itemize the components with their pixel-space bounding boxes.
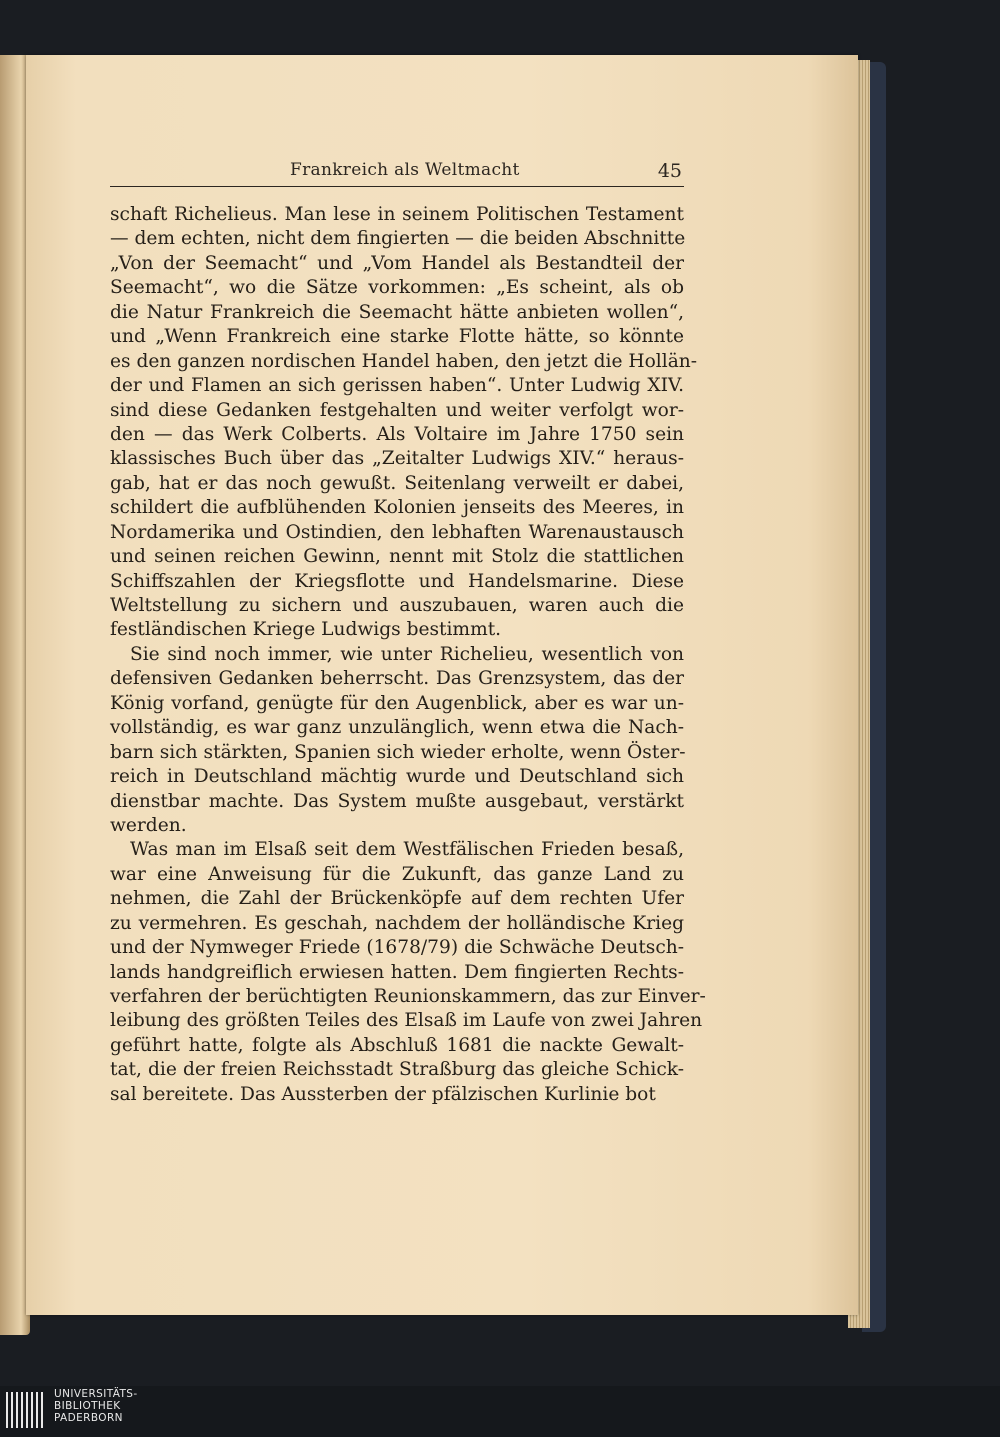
library-logo-icon	[4, 1388, 48, 1432]
page-number: 45	[657, 160, 682, 182]
text-line: gab, hat er das noch gewußt. Seitenlang verweilt er dabei,	[110, 472, 684, 494]
text-line: defensiven Gedanken beherrscht. Das Grenzsystem, das der	[110, 668, 684, 690]
text-line: der und Flamen an sich gerissen haben“. Unter Ludwig XIV.	[110, 375, 684, 397]
text-line: „Von der Seemacht“ und „Vom Handel als Bestandteil der	[110, 252, 684, 274]
text-line: schaft Richelieus. Man lese in seinem Politischen Testament	[110, 204, 684, 225]
text-line: die Natur Frankreich die Seemacht hätte anbieten wollen“,	[110, 301, 684, 323]
text-line: reich in Deutschland mächtig wurde und Deutschland sich	[110, 766, 684, 788]
text-line: Seemacht“, wo die Sätze vorkommen: „Es scheint, als ob	[110, 277, 684, 299]
running-head	[110, 158, 684, 187]
library-name-line: BIBLIOTHEK	[54, 1400, 121, 1412]
text-line: war eine Anweisung für die Zukunft, das ganze Land zu	[110, 863, 684, 885]
text-line: tat, die der freien Reichsstadt Straßburg das gleiche Schick-	[110, 1059, 684, 1081]
text-line: Schiffszahlen der Kriegsflotte und Handelsmarine. Diese	[110, 570, 684, 592]
text-line: werden.	[110, 814, 187, 836]
text-line: klassisches Buch über das „Zeitalter Ludwigs XIV.“ heraus-	[110, 448, 684, 470]
text-line: geführt hatte, folgte als Abschluß 1681 die nackte Gewalt-	[110, 1034, 684, 1056]
library-footer	[0, 1386, 1000, 1437]
text-line: schildert die aufblühenden Kolonien jenseits des Meeres, in	[110, 497, 684, 519]
text-line: Sie sind noch immer, wie unter Richelieu, wesentlich von	[130, 643, 684, 665]
text-line: zu vermehren. Es geschah, nachdem der holländische Krieg	[110, 912, 684, 934]
text-line: leibung des größten Teiles des Elsaß im Laufe von zwei Jahren	[110, 1010, 703, 1032]
text-line: und seinen reichen Gewinn, nennt mit Stolz die stattlichen	[110, 546, 684, 568]
text-line: lands handgreiflich erwiesen hatten. Dem fingierten Rechts-	[110, 961, 684, 983]
text-line: sind diese Gedanken festgehalten und weiter verfolgt wor-	[110, 399, 684, 421]
text-line: vollständig, es war ganz unzulänglich, wenn etwa die Nach-	[110, 717, 684, 739]
text-line: Was man im Elsaß seit dem Westfälischen Frieden besaß,	[130, 839, 684, 861]
text-line: König vorfand, genügte für den Augenblick, aber es war un-	[110, 692, 684, 714]
text-line: festländischen Kriege Ludwigs bestimmt.	[110, 619, 502, 641]
text-line: den — das Werk Colberts. Als Voltaire im Jahre 1750 sein	[110, 423, 684, 445]
text-line: — dem echten, nicht dem fingierten — die beiden Abschnitte	[110, 228, 686, 250]
library-name	[54, 1388, 138, 1424]
library-name-line: PADERBORN	[54, 1412, 123, 1424]
text-line: Weltstellung zu sichern und auszubauen, waren auch die	[110, 595, 684, 616]
text-line: dienstbar machte. Das System mußte ausgebaut, verstärkt	[110, 790, 684, 812]
text-line: nehmen, die Zahl der Brückenköpfe auf dem rechten Ufer	[110, 888, 684, 910]
library-name-line: UNIVERSITÄTS-	[54, 1388, 138, 1400]
running-title: Frankreich als Weltmacht	[290, 160, 520, 180]
text-line: sal bereitete. Das Aussterben der pfälzischen Kurlinie bot	[110, 1083, 656, 1105]
text-line: Nordamerika und Ostindien, den lebhaften Warenaustausch	[110, 521, 684, 543]
text-line: verfahren der berüchtigten Reunionskammern, das zur Einver-	[110, 986, 706, 1007]
text-line: es den ganzen nordischen Handel haben, den jetzt die Hollän-	[110, 350, 698, 372]
text-line: barn sich stärkten, Spanien sich wieder erholte, wenn Öster-	[110, 741, 686, 763]
text-line: und „Wenn Frankreich eine starke Flotte hätte, so könnte	[110, 326, 684, 348]
body-text	[110, 203, 706, 1107]
text-line: und der Nymweger Friede (1678/79) die Schwäche Deutsch-	[110, 937, 684, 959]
